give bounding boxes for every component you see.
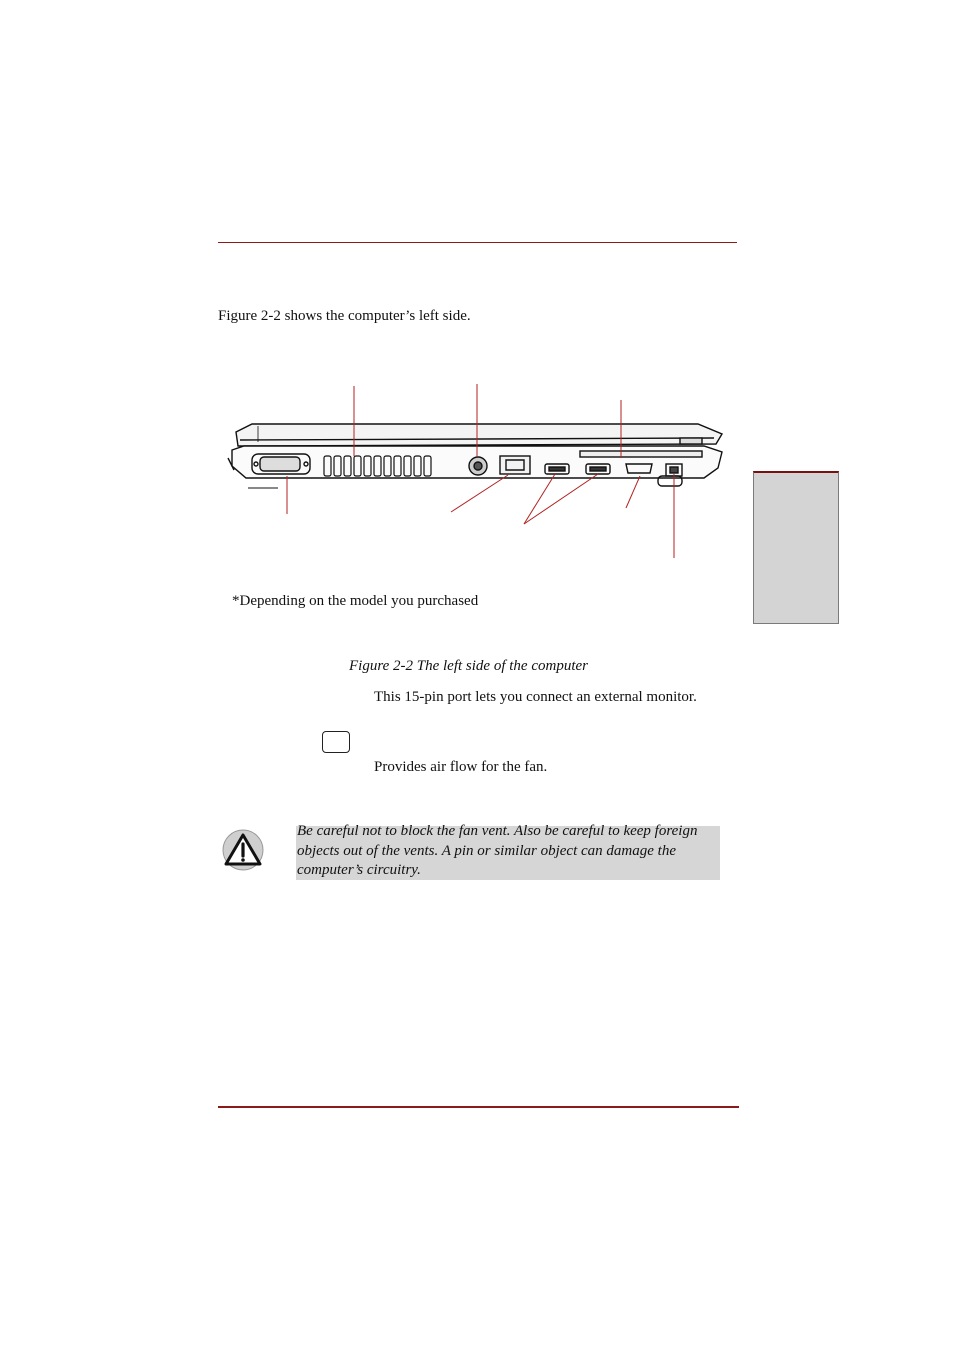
warning-triangle-icon <box>220 828 266 872</box>
model-footnote: *Depending on the model you purchased <box>232 593 479 609</box>
figure-caption: Figure 2-2 The left side of the computer <box>349 658 588 674</box>
fan-vent-description: Provides air flow for the fan. <box>374 759 548 775</box>
laptop-left-side-figure <box>218 380 738 560</box>
monitor-port-icon <box>322 731 350 753</box>
chapter-side-tab <box>753 471 839 624</box>
caution-text: Be careful not to block the fan vent. Also be careful to keep foreign objects out of the vents. A pin or similar object can damage the computer’s circuitry. <box>297 823 698 878</box>
intro-text: Figure 2-2 shows the computer’s left side. <box>218 308 471 324</box>
footer-rule <box>218 1106 739 1108</box>
external-monitor-description: This 15-pin port lets you connect an external monitor. <box>374 689 697 705</box>
header-rule <box>218 242 737 243</box>
